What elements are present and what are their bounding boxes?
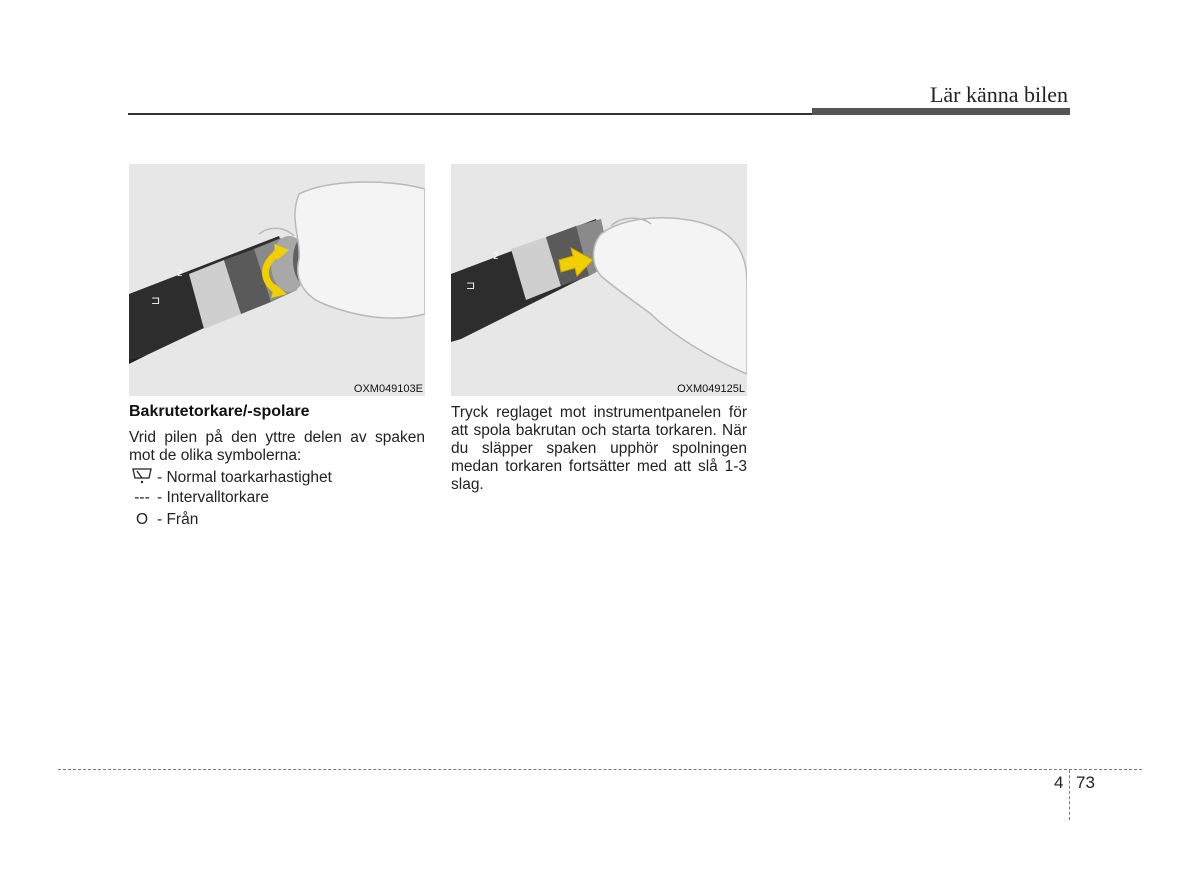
legend-label: - Normal toarkarhastighet: [157, 468, 332, 486]
svg-text:⊐: ⊐: [466, 279, 476, 292]
legend-symbol: O: [135, 511, 149, 528]
svg-text:2: 2: [177, 269, 183, 279]
section-title: Lär känna bilen: [929, 82, 1068, 107]
figure-rotate-knob: [129, 164, 425, 396]
figure-push-stalk: [451, 164, 747, 396]
header-rule-thin: [128, 113, 812, 115]
legend-label: - Från: [157, 511, 199, 528]
legend-symbol: ---: [134, 489, 150, 506]
footer-divider: [58, 769, 1142, 770]
legend-item-normal: [129, 466, 332, 489]
svg-text:⊐: ⊐: [151, 294, 161, 307]
legend-item-interval: [129, 489, 269, 507]
svg-text:2: 2: [493, 252, 499, 262]
rear-wiper-icon: [129, 466, 155, 489]
page-number: 73: [1076, 773, 1095, 792]
header-rule-thick: [812, 108, 1070, 115]
legend-item-off: [129, 511, 198, 529]
figure-code: OXM049103E: [353, 383, 423, 395]
chapter-number: 4: [1054, 773, 1064, 792]
section-heading: Bakrutetorkare/-spolare: [129, 403, 310, 420]
intro-paragraph: Vrid pilen på den yttre delen av spaken mot de olika symbolerna:: [129, 429, 425, 464]
wiper-stalk-push-illustration: [451, 164, 747, 396]
right-paragraph: Tryck reglaget mot instrumentpanelen för att spola bakrutan och starta torkaren. När du släpper spaken upphör spolningen medan torkaren fortsätter med att slå 1-3 slag.: [451, 404, 747, 493]
footer-vertical-divider: [1069, 770, 1070, 820]
legend-label: - Intervalltorkare: [157, 489, 269, 506]
figure-code: OXM049125L: [677, 383, 745, 395]
wiper-stalk-rotate-illustration: [129, 164, 425, 396]
